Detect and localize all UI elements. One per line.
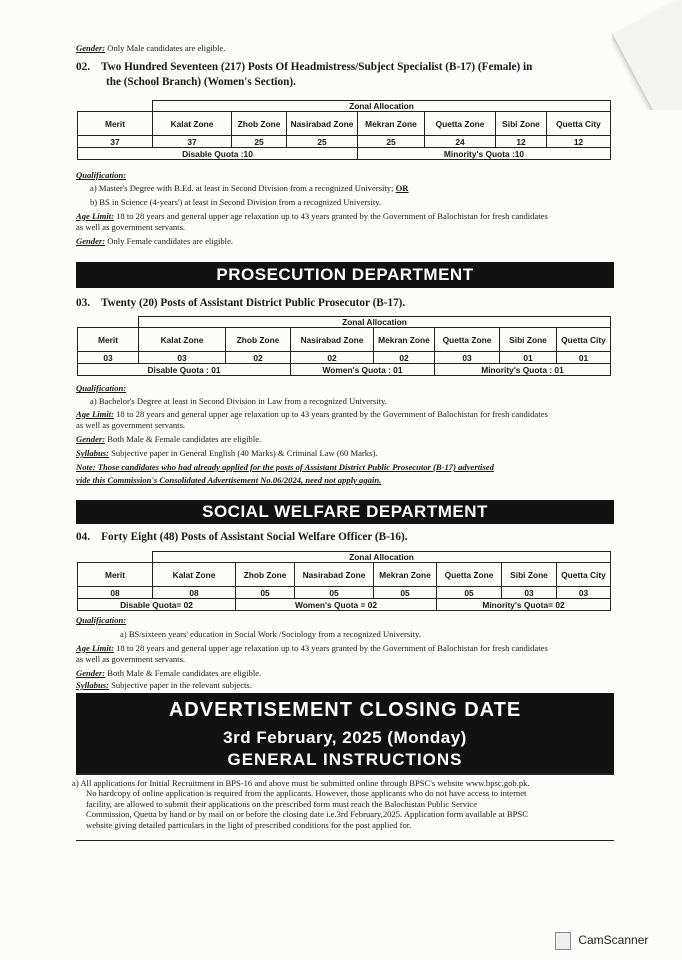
qualification-label: Qualification: (76, 615, 127, 625)
table-header: Zhob Zone (226, 328, 291, 352)
table-header: Sibi Zone (502, 563, 557, 587)
table-header: Quetta Zone (425, 112, 496, 136)
table-cell: 25 (358, 136, 425, 148)
zonal-allocation-header: Zonal Allocation (153, 101, 611, 112)
table-cell: 08 (78, 587, 153, 599)
qualification-label: Qualification: (76, 383, 127, 393)
table-cell: 37 (78, 136, 153, 148)
table-header: Kalat Zone (139, 328, 226, 352)
gender-text: Only Male candidates are eligible. (107, 43, 226, 53)
post-02-heading: 02. Two Hundred Seventeen (217) Posts Of Headmistress/Subject Specialist (B-17) (Female) in (76, 61, 533, 73)
table-cell: 12 (547, 136, 611, 148)
table-cell: 12 (496, 136, 547, 148)
table-header: Merit (78, 328, 139, 352)
table-cell: 03 (435, 352, 500, 364)
instruction-line: website giving detailed particulars in the light of prescribed conditions for the post applied for. (86, 819, 412, 830)
closing-date: 3rd February, 2025 (Monday) (223, 728, 467, 747)
table-header: Merit (78, 563, 153, 587)
table-header: Quetta Zone (435, 328, 500, 352)
post-02-title-line2: the (School Branch) (Women's Section). (106, 76, 296, 88)
top-gender-line (76, 43, 225, 53)
age-limit-cont: as well as government servants. (76, 222, 186, 232)
table-cell: 05 (236, 587, 295, 599)
table-cell: 05 (437, 587, 502, 599)
minority-quota: Minority's Quota= 02 (437, 599, 611, 611)
syllabus-line: Syllabus: Subjective paper in the relevant subjects. (76, 680, 252, 690)
gender-line: Gender: Both Male & Female candidates are eligible. (76, 434, 262, 444)
note-line-1: Note: Those candidates who had already applied for the posts of Assistant District Public Prosecutor (B-17) advertised (76, 462, 494, 472)
post-02-zonal-table (77, 100, 611, 160)
zonal-allocation-header: Zonal Allocation (139, 317, 611, 328)
general-instructions-heading: GENERAL INSTRUCTIONS (227, 750, 463, 769)
qualification-b: b) BS in Science (4-years') at least in Second Division from a recognized University. (90, 197, 382, 207)
table-cell: 01 (557, 352, 611, 364)
table-header: Mekran Zone (374, 563, 437, 587)
table-cell: 05 (295, 587, 374, 599)
table-cell: 37 (153, 136, 232, 148)
table-header: Nasirabad Zone (295, 563, 374, 587)
minority-quota: Minority's Quota : 01 (435, 364, 611, 376)
camscanner-label: CamScanner (578, 933, 649, 948)
folded-corner-note (612, 0, 682, 110)
gender-label: Gender: (76, 43, 106, 53)
age-limit: Age Limit: 18 to 28 years and general upper age relaxation up to 43 years granted by the Government of Balochistan for fresh candidates (76, 211, 548, 221)
divider (76, 773, 614, 775)
note-line-2: vide this Commission's Consolidated Advertisement No.06/2024, need not apply again. (76, 475, 382, 485)
table-cell: 25 (232, 136, 287, 148)
disable-quota: Disable Quota :10 (78, 148, 358, 160)
table-header: Zhob Zone (236, 563, 295, 587)
post-04-zonal-table (77, 551, 611, 611)
table-header: Sibi Zone (500, 328, 557, 352)
closing-date-block (76, 693, 614, 773)
table-cell: 01 (500, 352, 557, 364)
instructions-block (72, 778, 618, 830)
prosecution-department-banner: PROSECUTION DEPARTMENT (76, 262, 614, 288)
table-cell: 03 (139, 352, 226, 364)
qualification-a: a) BS/sixteen years' education in Social Work /Sociology from a recognized University. (120, 629, 421, 639)
instruction-line: a) All applications for Initial Recruitment in BPS-16 and above must be submitted online through BPSC's website www.bpsc.gob.pk. (72, 778, 530, 788)
qualification-a: a) Master's Degree with B.Ed. at least in Second Division from a recognized University; OR (90, 183, 409, 193)
disable-quota: Disable Quota= 02 (78, 599, 236, 611)
table-header: Sibi Zone (496, 112, 547, 136)
table-header: Nasirabad Zone (291, 328, 374, 352)
table-header: Kalat Zone (153, 112, 232, 136)
minority-quota: Minority's Quota :10 (358, 148, 611, 160)
gender-line: Gender: Only Female candidates are eligible. (76, 236, 234, 246)
table-header: Mekran Zone (358, 112, 425, 136)
table-header: Kalat Zone (153, 563, 236, 587)
post-04-title: Forty Eight (48) Posts of Assistant Social Welfare Officer (B-16). (101, 531, 408, 543)
table-cell: 02 (226, 352, 291, 364)
instruction-line: No hardcopy of online application is required from the applicants. However, those applicants who do not have access to internet (86, 788, 527, 799)
instruction-line: facility, are allowed to submit their applications on the prescribed form must reach the Balochistan Public Service (86, 798, 478, 809)
post-03-title: Twenty (20) Posts of Assistant District Public Prosecutor (B-17). (100, 297, 406, 309)
table-cell: 24 (425, 136, 496, 148)
camscanner-watermark (555, 932, 665, 952)
table-cell: 03 (557, 587, 611, 599)
table-header: Nasirabad Zone (287, 112, 358, 136)
disable-quota: Disable Quota : 01 (78, 364, 291, 376)
age-limit: Age Limit: 18 to 28 years and general upper age relaxation up to 43 years granted by the Government of Balochistan for fresh candidates (76, 643, 548, 653)
divider (76, 840, 614, 841)
closing-date-title: ADVERTISEMENT CLOSING DATE (168, 699, 522, 721)
zonal-allocation-header: Zonal Allocation (153, 552, 611, 563)
table-cell: 02 (291, 352, 374, 364)
gender-line: Gender: Both Male & Female candidates are eligible. (76, 668, 262, 678)
instruction-line: Commission, Quetta by hand or by mail on or before the closing date i.e.3rd February,2025. Application form available at BPSC (86, 809, 528, 820)
table-cell: 03 (78, 352, 139, 364)
age-limit-cont: as well as government servants. (76, 654, 186, 664)
table-header: Merit (78, 112, 153, 136)
table-cell: 05 (374, 587, 437, 599)
post-03-zonal-table (77, 316, 611, 376)
table-header: Quetta City (557, 563, 611, 587)
age-limit: Age Limit: 18 to 28 years and general upper age relaxation up to 43 years granted by the Government of Balochistan for fresh candidates (76, 409, 548, 419)
post-03-heading: 03. Twenty (20) Posts of Assistant District Public Prosecutor (B-17). (76, 297, 406, 309)
table-cell: 25 (287, 136, 358, 148)
camscanner-logo-icon (555, 932, 571, 950)
table-header: Quetta City (557, 328, 611, 352)
social-welfare-department-banner: SOCIAL WELFARE DEPARTMENT (76, 500, 614, 524)
post-04-heading: 04. Forty Eight (48) Posts of Assistant Social Welfare Officer (B-16). (76, 531, 408, 543)
table-cell: 08 (153, 587, 236, 599)
table-cell: 02 (374, 352, 435, 364)
table-cell: 03 (502, 587, 557, 599)
table-header: Quetta Zone (437, 563, 502, 587)
age-limit-cont: as well as government servants. (76, 420, 186, 430)
qualification-a: a) Bachelor's Degree at least in Second Division in Law from a recognized University. (90, 396, 387, 406)
post-02-title: Two Hundred Seventeen (217) Posts Of Headmistress/Subject Specialist (B-17) (Female) in (100, 61, 533, 73)
women-quota: Women's Quota : 01 (291, 364, 435, 376)
table-header: Mekran Zone (374, 328, 435, 352)
table-header: Zhob Zone (232, 112, 287, 136)
qualification-label: Qualification: (76, 170, 127, 180)
women-quota: Women's Quota = 02 (236, 599, 437, 611)
syllabus-line: Syllabus: Subjective paper in General English (40 Marks) & Criminal Law (60 Marks). (76, 448, 378, 458)
table-header: Quetta City (547, 112, 611, 136)
